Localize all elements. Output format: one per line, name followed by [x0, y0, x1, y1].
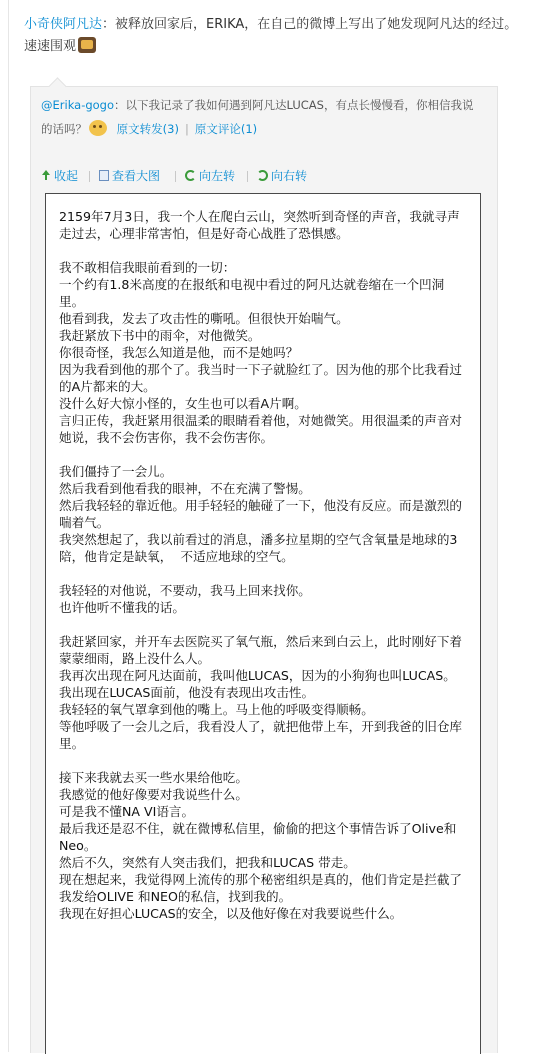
text-line: 一个约有1.8米高度的在报纸和电视中看过的阿凡达就卷缩在一个凹洞里。 — [59, 277, 445, 309]
text-line: 然后不久，突然有人突击我们，把我和LUCAS 带走。 — [59, 855, 356, 870]
text-line: 我再次出现在阿凡达面前，我叫他LUCAS，因为的小狗狗也叫LUCAS。 — [59, 668, 456, 683]
collapse-label: 收起 — [54, 169, 79, 183]
text-line: 言归正传，我赶紧用很温柔的眼睛看着他，对她微笑。用很温柔的声音对她说，我不会伤害你，我不会伤害你。 — [59, 413, 462, 445]
text-line: 我们僵持了一会儿。 — [59, 464, 173, 479]
emoticon-icon — [78, 37, 96, 53]
view-large-button[interactable] — [99, 167, 160, 184]
repost-text: ：以下我记录了我如何遇到阿凡达LUCAS，有点长慢慢看，你相信我说的话吗？ — [41, 98, 474, 136]
toolbar-divider — [175, 171, 176, 182]
toolbar-divider — [89, 171, 90, 182]
repost-author-link[interactable]: @Erika-gogo — [41, 98, 115, 112]
image-toolbar — [41, 167, 481, 189]
repost-content — [41, 93, 481, 141]
text-line: 等他呼吸了一会儿之后，我看没人了，就把他带上车，开到我爸的旧仓库里。 — [59, 719, 462, 751]
rotate-right-button[interactable] — [257, 167, 307, 184]
weibo-post — [24, 14, 524, 58]
text-line: 接下来我就去买一些水果给他吃。 — [59, 770, 248, 785]
original-comment-link[interactable]: 原文评论(1) — [194, 122, 258, 136]
rotate-right-label: 向右转 — [271, 169, 308, 183]
text-line: 我轻轻的氧气罩拿到他的嘴上。马上他的呼吸变得顺畅。 — [59, 702, 374, 717]
repost-box — [30, 86, 498, 1053]
text-line: 然后我轻轻的靠近他。用手轻轻的触碰了一下，他没有反应。而是激烈的喘着气。 — [59, 498, 462, 530]
text-line: 2159年7月3日，我一个人在爬白云山，突然听到奇怪的声音，我就寻声走过去，心理非常害怕，但是好奇心战胜了恐惧感。 — [59, 209, 460, 241]
text-line: 我突然想起了，我以前看过的消息，潘多拉星期的空气含氧量是地球的3陪，他肯定是缺氧， 不适应地球的空气。 — [59, 532, 458, 564]
rotate-left-button[interactable] — [185, 167, 235, 184]
text-line: 然后我看到他看我的眼神，不在充满了警惕。 — [59, 481, 311, 496]
link-separator: | — [184, 122, 189, 136]
text-line: 我现在好担心LUCAS的安全，以及他好像在对我要说些什么。 — [59, 906, 403, 921]
attached-image[interactable] — [45, 193, 481, 1054]
text-line: 没什么好大惊小怪的，女生也可以看A片啊。 — [59, 396, 307, 411]
post-text: ：被释放回家后，ERIKA，在自己的微博上写出了她发现阿凡达的经过。速速围观 — [24, 17, 518, 54]
view-large-label: 查看大图 — [112, 169, 161, 183]
text-line: 因为我看到他的那个了。我当时一下子就脸红了。因为他的那个比我看过的A片都来的大。 — [59, 362, 462, 394]
blank-line — [59, 242, 469, 259]
collapse-icon — [41, 170, 51, 181]
text-line: 也许他听不懂我的话。 — [59, 600, 185, 615]
post-author-link[interactable]: 小奇侠阿凡达 — [24, 17, 103, 32]
image-text-body — [59, 208, 469, 922]
collapse-button[interactable] — [41, 167, 78, 184]
original-repost-link[interactable]: 原文转发(3) — [116, 122, 179, 136]
text-line: 你很奇怪，我怎么知道是他，而不是她吗？ — [59, 345, 299, 360]
blank-line — [59, 616, 469, 633]
blank-line — [59, 752, 469, 769]
text-line: 我赶紧放下书中的雨伞，对他微笑。 — [59, 328, 261, 343]
blank-line — [59, 565, 469, 582]
rotate-left-icon — [185, 170, 196, 181]
view-large-icon — [99, 170, 109, 181]
shy-face-icon — [89, 120, 107, 136]
text-line: 我不敢相信我眼前看到的一切： — [59, 260, 236, 275]
text-line: 我赶紧回家，并开车去医院买了氧气瓶，然后来到白云上，此时刚好下着蒙蒙细雨，路上没什么人。 — [59, 634, 462, 666]
blank-line — [59, 446, 469, 463]
text-line: 最后我还是忍不住，就在微博私信里，偷偷的把这个事情告诉了Olive和 Neo。 — [59, 821, 461, 853]
text-line: 他看到我，发去了攻击性的嘶吼。但很快开始喘气。 — [59, 311, 349, 326]
rotate-right-icon — [257, 170, 268, 181]
text-line: 我出现在LUCAS面前，他没有表现出攻击性。 — [59, 685, 315, 700]
text-line: 我轻轻的对他说，不要动，我马上回来找你。 — [59, 583, 311, 598]
toolbar-divider — [247, 171, 248, 182]
left-divider — [8, 0, 9, 1052]
text-line: 我感觉的他好像要对我说些什么。 — [59, 787, 248, 802]
text-line: 可是我不懂NA VI语言。 — [59, 804, 195, 819]
rotate-left-label: 向左转 — [199, 169, 236, 183]
text-line: 现在想起来，我觉得网上流传的那个秘密组织是真的，他们肯定是拦截了我发给OLIVE 和NEO的私信，找到我的。 — [59, 872, 462, 904]
